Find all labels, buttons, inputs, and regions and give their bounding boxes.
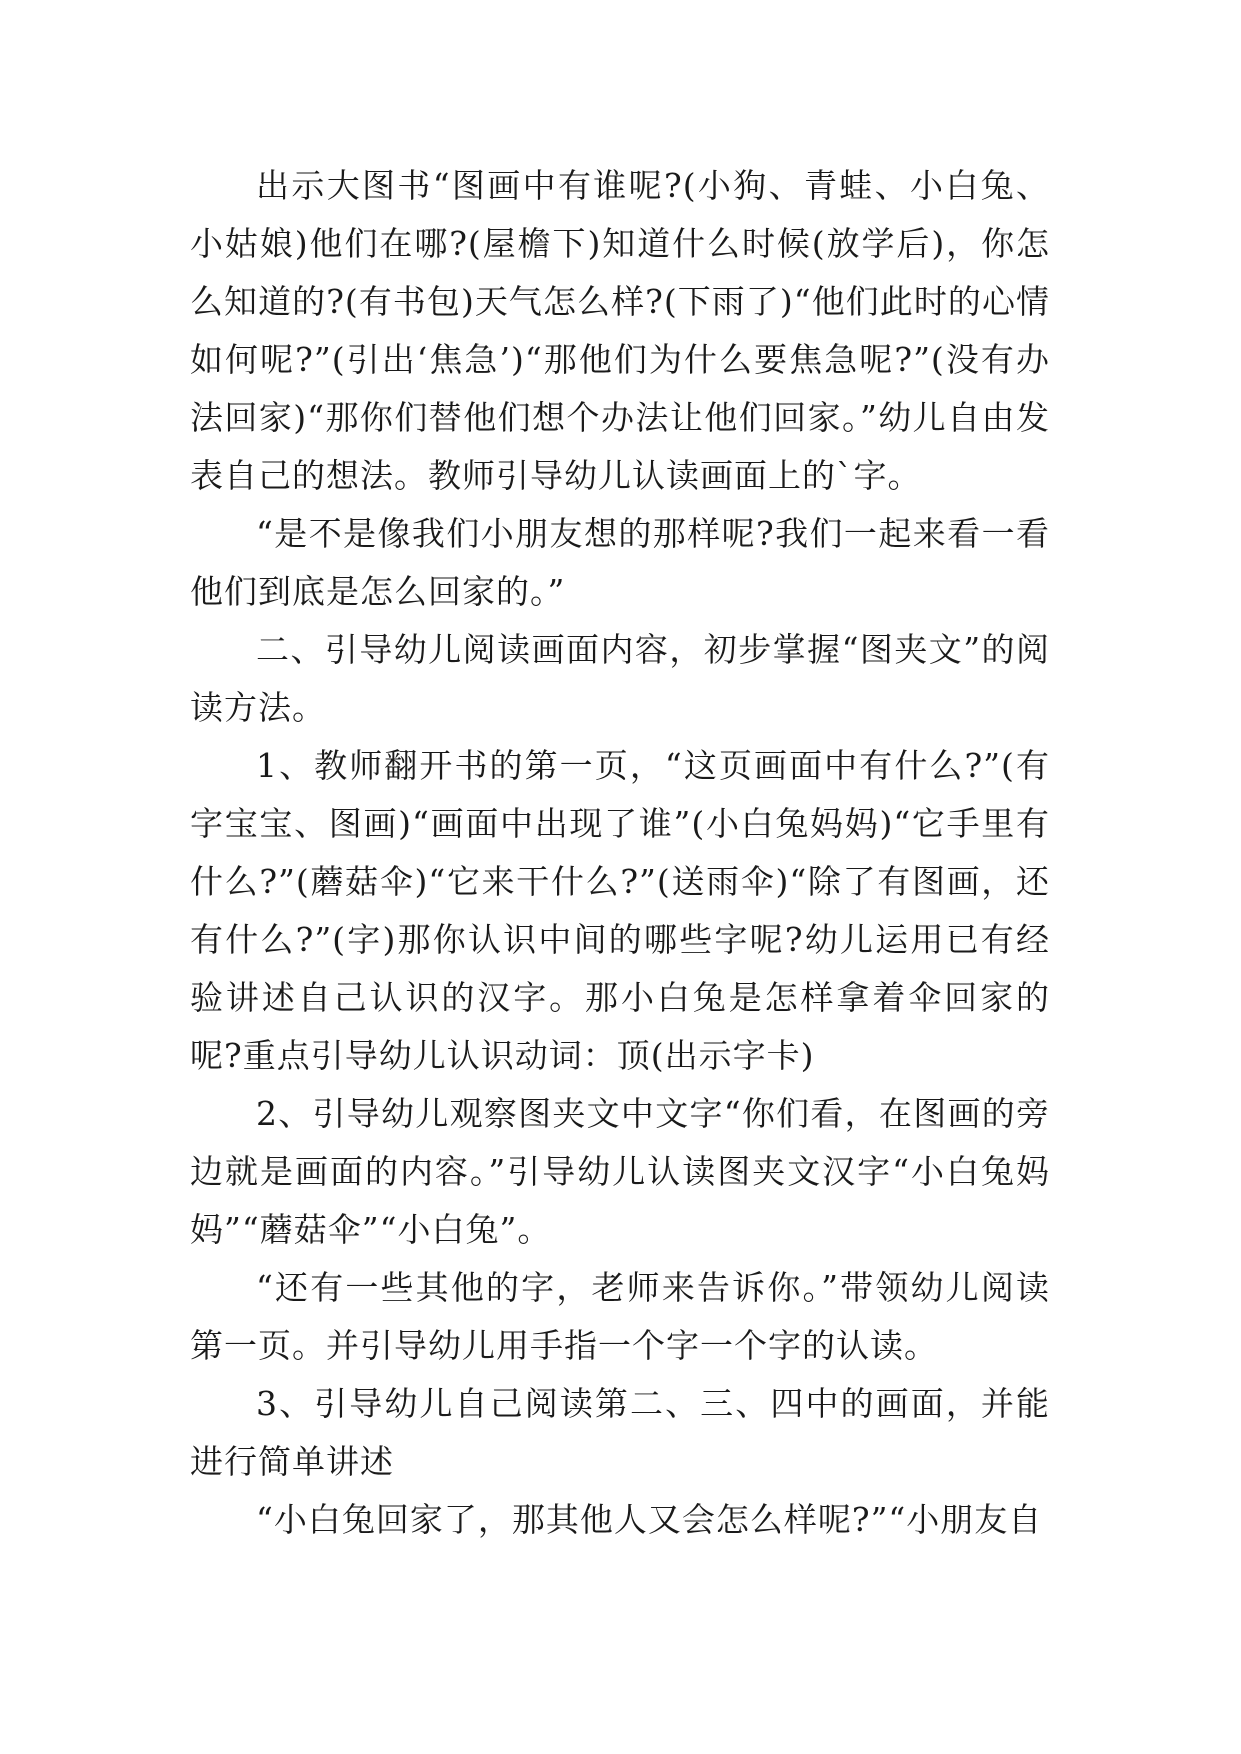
paragraph-section-two-heading: 二、引导幼儿阅读画面内容，初步掌握“图夹文”的阅读方法。 bbox=[190, 630, 1050, 727]
paragraph-teacher-reading: “还有一些其他的字，老师来告诉你。”带领幼儿阅读第一页。并引导幼儿用手指一个字一个字的认读。 bbox=[190, 1268, 1050, 1365]
paragraph-step-one: 1、教师翻开书的第一页，“这页画面中有什么?”(有字宝宝、图画)“画面中出现了谁”(小白兔妈妈)“它手里有什么?”(蘑菇伞)“它来干什么?”(送雨伞)“除了有图画，还有什么?”(字)那你认识中间的哪些字呢?幼儿运用已有经验讲述自己认识的汉字。那小白兔是怎样拿着伞回家的呢?重点引导幼儿认识动词：顶(出示字卡) bbox=[190, 746, 1050, 1075]
document-page bbox=[190, 0, 1050, 1754]
paragraph-question: “是不是像我们小朋友想的那样呢?我们一起来看一看他们到底是怎么回家的。” bbox=[190, 514, 1050, 611]
paragraph-step-three: 3、引导幼儿自己阅读第二、三、四中的画面，并能进行简单讲述 bbox=[190, 1384, 1050, 1481]
paragraph-continuation: “小白兔回家了，那其他人又会怎么样呢?”“小朋友自 bbox=[256, 1500, 1043, 1539]
paragraph-step-two: 2、引导幼儿观察图夹文中文字“你们看，在图画的旁边就是画面的内容。”引导幼儿认读图夹文汉字“小白兔妈妈”“蘑菇伞”“小白兔”。 bbox=[190, 1094, 1050, 1249]
paragraph-intro: 出示大图书“图画中有谁呢?(小狗、青蛙、小白兔、小姑娘)他们在哪?(屋檐下)知道什么时候(放学后)，你怎么知道的?(有书包)天气怎么样?(下雨了)“他们此时的心情如何呢?”(引出‘焦急’)“那他们为什么要焦急呢?”(没有办法回家)“那你们替他们想个办法让他们回家。”幼儿自由发表自己的想法。教师引导幼儿认读画面上的`字。 bbox=[190, 166, 1050, 495]
